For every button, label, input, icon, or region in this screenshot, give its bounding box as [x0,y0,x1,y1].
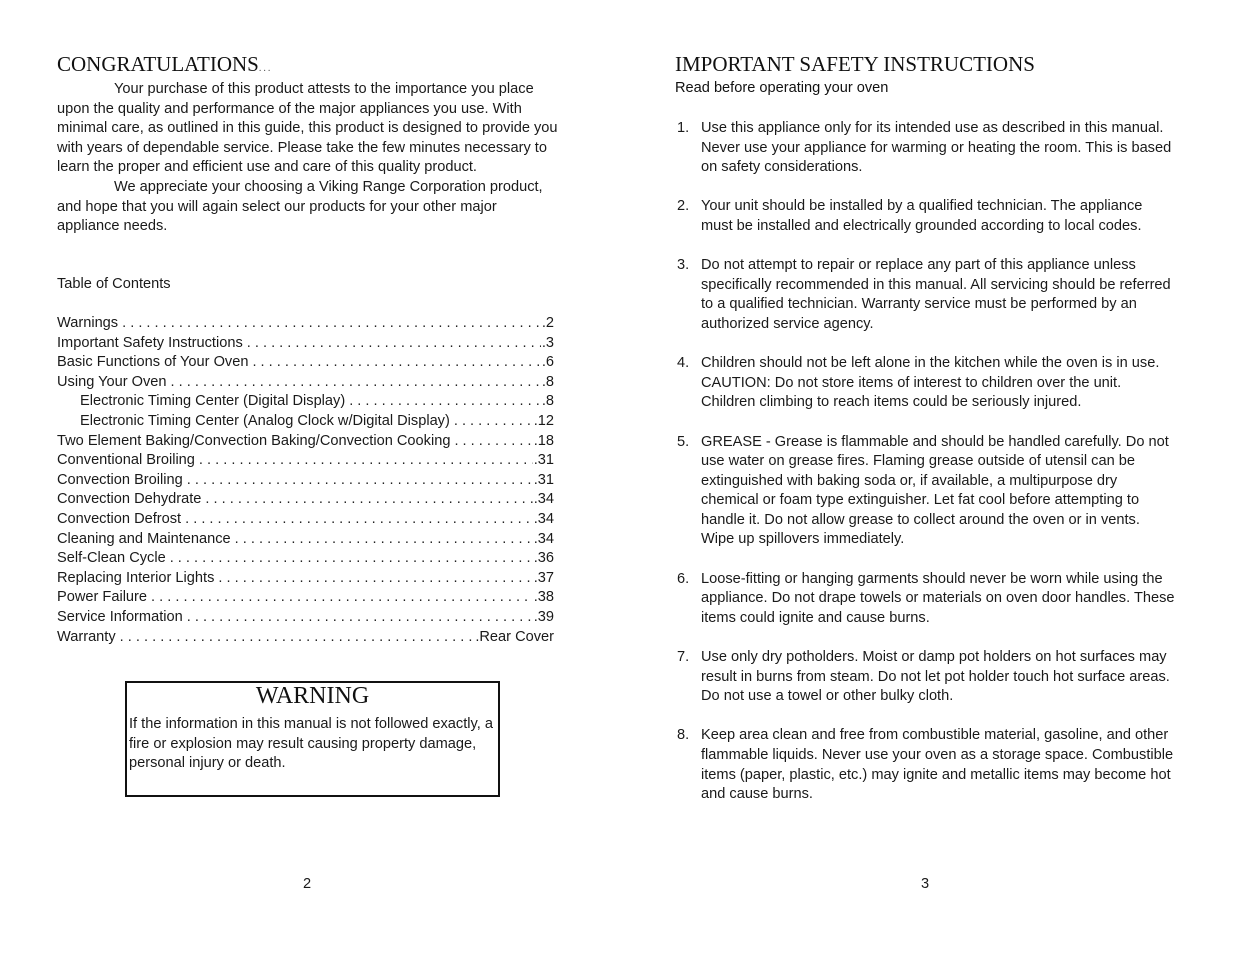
toc-entry[interactable] [57,549,554,569]
instruction-item [677,433,1177,551]
toc-title: Conventional Broiling [57,452,195,469]
toc-entry[interactable] [57,628,554,648]
toc-title: Self-Clean Cycle [57,550,166,567]
instruction-number: 5. [677,433,690,450]
instruction-number: 7. [677,649,690,666]
toc-page: .34 [533,491,554,508]
instruction-item [677,354,1177,413]
toc-page: .12 [533,412,554,429]
toc-entry[interactable] [57,510,554,530]
toc-title: Convection Defrost [57,510,182,527]
toc-page: .Rear Cover [475,628,554,645]
toc-title: Service Information [57,608,183,625]
toc-entry[interactable] [57,471,554,491]
toc-entry[interactable] [57,353,554,373]
instruction-text: GREASE - Grease is flammable and should be handled carefully. Do not use water on grease fires. Flaming grease outside of utensil can be extinguished with baking soda or, if available, a multipurpose dry chemical or foam type extinguisher. Let fat cool before attempting to handle it. Do not allow grease to collect around the oven or in vents. Wipe up spillovers immediately. [701,433,1169,548]
toc-entry[interactable] [57,334,554,354]
toc-subentry[interactable] [57,412,554,432]
toc-page: .8 [541,393,554,410]
toc-page: .34 [533,530,554,547]
safety-subheading: Read before operating your oven [675,80,889,96]
toc-entry[interactable] [57,588,554,608]
toc-page: .6 [541,354,554,371]
instruction-number: 8. [677,727,690,744]
toc-page: .18 [533,432,554,449]
toc-title: Convection Broiling [57,471,183,488]
warning-box [125,681,500,797]
safety-instructions-list [677,119,1177,824]
instruction-item [677,648,1177,707]
toc-leader [122,314,541,334]
toc-page: .2 [541,315,554,331]
toc-leader [185,510,533,530]
instruction-item [677,256,1177,334]
toc-title: Important Safety Instructions [57,334,243,351]
left-page [0,0,617,954]
toc-entry[interactable] [57,373,554,393]
toc-caption: Table of Contents [57,276,171,292]
toc-entry[interactable] [57,608,554,628]
toc-page: .31 [533,471,554,488]
right-page [617,0,1235,954]
toc-leader [151,588,533,608]
toc-title: Warnings [57,315,119,331]
instruction-number: 2. [677,198,690,215]
instruction-number: 4. [677,355,690,372]
toc-page: .36 [533,550,554,567]
toc-page: .38 [533,589,554,606]
toc-leader [454,432,532,452]
toc-leader [199,451,533,471]
toc-leader [205,490,532,510]
toc-entry[interactable] [57,490,554,510]
toc-title: Warranty [57,628,116,645]
instruction-text: Do not attempt to repair or replace any part of this appliance unless specifically recommended in this manual. All servicing should be referred to a qualified technician. Warranty service must be performed by an authorized service agency. [701,257,1171,332]
toc-page: .31 [533,452,554,469]
toc-title: Electronic Timing Center (Analog Clock w/Digital Display) [80,412,450,429]
page-number: 2 [303,876,312,892]
toc-title: Basic Functions of Your Oven [57,354,249,371]
instruction-item [677,726,1177,804]
toc-title: Using Your Oven [57,373,167,390]
toc-leader [252,353,540,373]
toc-title: Convection Dehydrate [57,491,202,508]
instruction-text: Loose-fitting or hanging garments should never be worn while using the appliance. Do not drape towels or materials on oven door handles. These items could ignite and cause burns. [701,570,1175,626]
instruction-item [677,197,1177,236]
toc-title: Electronic Timing Center (Digital Display) [80,393,346,410]
warning-text: If the information in this manual is not followed exactly, a fire or explosion may result causing property damage, personal injury or death. [129,716,493,772]
toc-title: Two Element Baking/Convection Baking/Convection Cooking [57,432,451,449]
congratulations-heading: CONGRATULATIONS... [57,52,273,76]
toc-title: Replacing Interior Lights [57,569,215,586]
toc-entry[interactable] [57,451,554,471]
toc-entry[interactable] [57,569,554,589]
instruction-number: 1. [677,120,690,136]
instruction-text: Use this appliance only for its intended use as described in this manual. Never use your appliance for warming or heating the room. This is based on safety considerations. [701,120,1172,176]
toc-page: .37 [533,569,554,586]
instruction-text: Your unit should be installed by a qualified technician. The appliance must be installed and electrically grounded according to local codes. [701,198,1143,234]
toc-entry[interactable] [57,530,554,550]
table-of-contents [57,314,554,647]
instruction-number: 3. [677,257,690,274]
toc-leader [187,608,533,628]
toc-leader [247,334,541,354]
toc-title: Cleaning and Maintenance [57,530,231,547]
toc-page: .34 [533,510,554,527]
page-number: 3 [921,876,930,892]
instruction-text: Keep area clean and free from combustible material, gasoline, and other flammable liquids. Never use your oven as a storage space. Combustible items (paper, plastic, etc.) may ignite and metallic items may become hot and cause burns. [701,727,1174,803]
toc-leader [349,392,541,412]
instruction-item [677,119,1177,178]
toc-leader [171,373,541,393]
toc-page: .3 [541,334,554,351]
toc-entry[interactable] [57,432,554,452]
toc-page: .8 [541,373,554,390]
toc-leader [218,569,532,589]
toc-leader [235,530,533,550]
instruction-text: Children should not be left alone in the kitchen while the oven is in use. CAUTION: Do not store items of interest to children over the unit. Children climbing to reach items could be seriously injured. [701,355,1160,411]
heading-dots: ... [258,63,273,74]
toc-leader [170,549,533,569]
toc-leader [187,471,533,491]
toc-page: .39 [533,608,554,625]
warning-title: WARNING [255,683,370,709]
intro-text [57,80,562,237]
instruction-item [677,570,1177,629]
toc-entry[interactable] [57,314,554,334]
instruction-text: Use only dry potholders. Moist or damp pot holders on hot surfaces may result in burns from steam. Do not let pot holder touch hot surface areas. Do not use a towel or other bulky cloth. [701,649,1170,705]
toc-title: Power Failure [57,589,148,606]
intro-paragraph: Your purchase of this product attests to the importance you place upon the quality and performance of the major appliances you use. With minimal care, as outlined in this guide, this product is designed to provide you with years of dependable service. Please take the few minutes necessary to learn the proper and efficient use and care of this quality product. [57,81,558,176]
toc-subentry[interactable] [57,392,554,412]
safety-instructions-heading: IMPORTANT SAFETY INSTRUCTIONS [675,52,1035,76]
instruction-number: 6. [677,570,690,587]
toc-leader [454,412,533,432]
toc-leader [120,628,475,648]
intro-paragraph: We appreciate your choosing a Viking Range Corporation product, and hope that you will again select our products for your other major appliance needs. [57,178,543,235]
